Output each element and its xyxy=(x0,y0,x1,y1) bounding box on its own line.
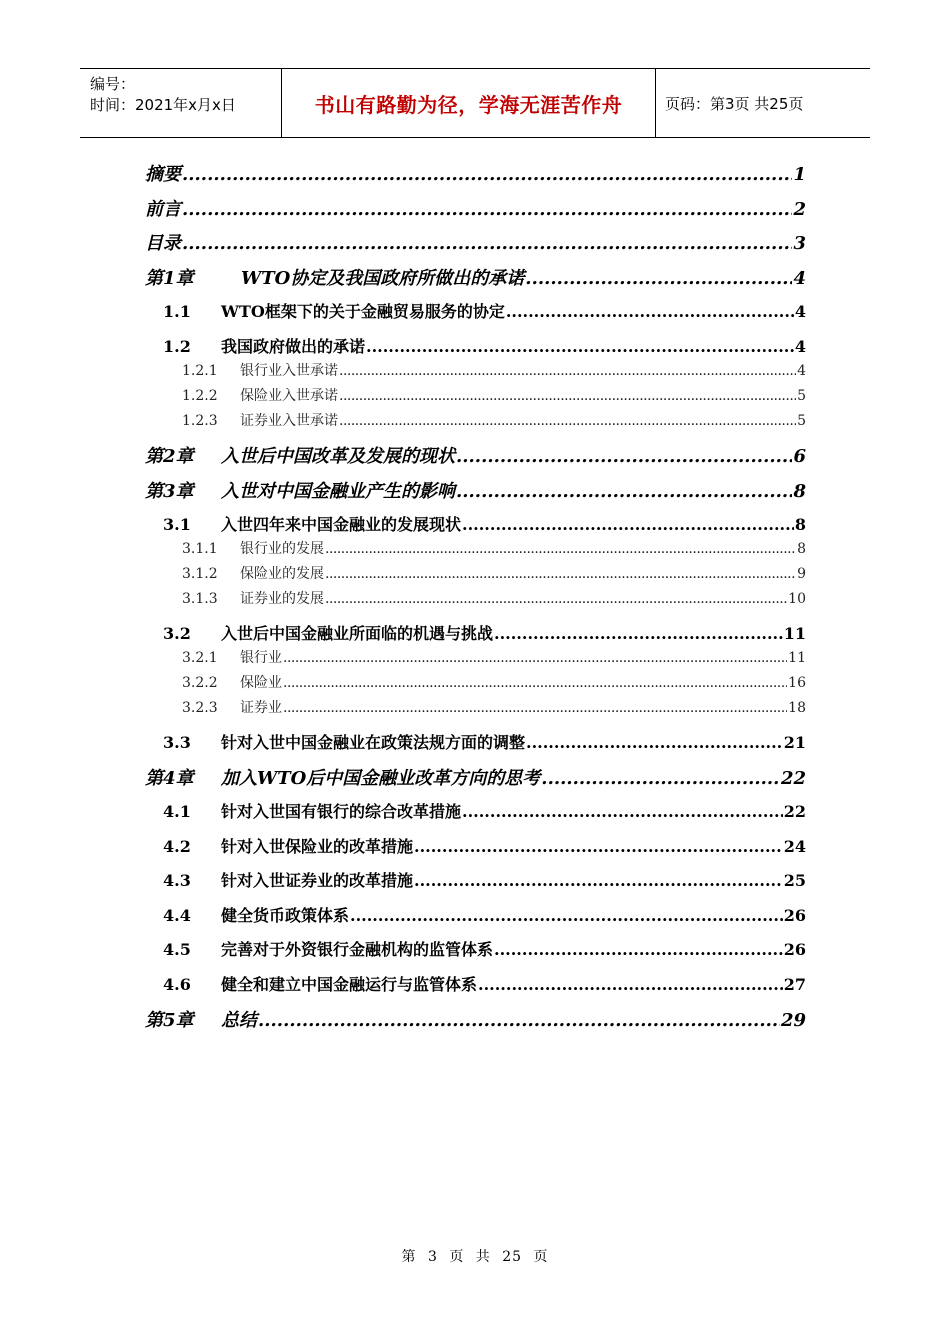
toc-entry[interactable] xyxy=(182,647,806,667)
toc-leader xyxy=(494,624,783,643)
toc-leader xyxy=(258,1010,780,1031)
toc-leader xyxy=(325,591,787,607)
toc-entry-page: 5 xyxy=(797,413,806,429)
toc-entry[interactable] xyxy=(182,360,806,380)
toc-entry-title: 前言 xyxy=(145,199,181,220)
toc-leader xyxy=(366,337,794,356)
toc-leader xyxy=(494,940,783,959)
toc-entry-title: WTO框架下的关于金融贸易服务的协定 xyxy=(221,302,505,321)
toc-entry-title: 保险业入世承诺 xyxy=(240,388,338,404)
toc-leader xyxy=(283,650,787,666)
toc-entry-number: 第3章 xyxy=(145,481,194,502)
toc-entry-number: 第2章 xyxy=(145,446,194,467)
toc-entry-number: 3.3 xyxy=(163,733,191,752)
toc-entry-number: 3.2 xyxy=(163,624,191,643)
page-label: 页码：第3页 共25页 xyxy=(665,94,804,113)
toc-entry-title: 摘要 xyxy=(145,164,181,185)
toc-leader xyxy=(182,199,792,220)
toc-entry[interactable] xyxy=(182,697,806,717)
toc-entry-page: 27 xyxy=(783,975,806,994)
header-page-cell xyxy=(655,69,870,137)
toc-entry-number: 4.5 xyxy=(163,940,191,959)
toc-entry-title: 入世对中国金融业产生的影响 xyxy=(221,481,455,502)
toc-leader xyxy=(283,700,787,716)
toc-entry-page: 8 xyxy=(797,541,806,557)
toc-entry-page: 24 xyxy=(783,837,806,856)
toc-entry-title: 针对入世中国金融业在政策法规方面的调整 xyxy=(221,733,526,752)
toc-leader xyxy=(506,302,794,321)
toc-entry[interactable] xyxy=(163,972,806,995)
toc-entry-number: 4.3 xyxy=(163,871,191,890)
toc-entry[interactable] xyxy=(163,868,806,891)
toc-entry-title: 我国政府做出的承诺 xyxy=(221,337,366,356)
toc-entry-title: 证券业入世承诺 xyxy=(240,413,338,429)
toc-entry[interactable] xyxy=(182,410,806,430)
toc-leader xyxy=(182,164,792,185)
toc-entry[interactable] xyxy=(182,385,806,405)
toc-entry[interactable] xyxy=(145,442,806,468)
toc-entry-number: 4.4 xyxy=(163,906,191,925)
number-label: 编号： xyxy=(90,75,136,93)
toc-entry[interactable] xyxy=(182,672,806,692)
footer-ye-end: 页 xyxy=(533,1249,549,1265)
toc-leader xyxy=(339,363,796,379)
toc-entry[interactable] xyxy=(163,799,806,822)
toc-entry-page: 9 xyxy=(797,566,806,582)
toc-entry-number: 3.1 xyxy=(163,515,191,534)
toc-entry-page: 8 xyxy=(793,481,806,502)
toc-leader xyxy=(456,446,792,467)
toc-entry-number: 4.1 xyxy=(163,802,191,821)
toc-entry-page: 21 xyxy=(783,733,806,752)
footer-total-pages: 25 xyxy=(502,1249,523,1265)
toc-entry-title: 目录 xyxy=(145,233,181,254)
toc-entry-title: 总结 xyxy=(221,1010,257,1031)
toc-entry-number: 1.1 xyxy=(163,302,191,321)
toc-entry[interactable] xyxy=(163,903,806,926)
toc-leader xyxy=(462,802,783,821)
toc-leader xyxy=(541,768,780,789)
toc-entry-page: 10 xyxy=(788,591,806,607)
toc-leader xyxy=(283,675,787,691)
toc-entry-page: 5 xyxy=(797,388,806,404)
toc-leader xyxy=(414,837,783,856)
toc-leader xyxy=(478,975,783,994)
footer-di: 第 xyxy=(401,1249,417,1265)
time-label: 时间：2021年x月x日 xyxy=(90,96,236,114)
toc-entry-number: 4.2 xyxy=(163,837,191,856)
toc-leader xyxy=(456,481,792,502)
toc-entry-page: 6 xyxy=(793,446,806,467)
toc-entry[interactable] xyxy=(145,477,806,503)
toc-entry-title: 健全货币政策体系 xyxy=(221,906,350,925)
toc-entry[interactable] xyxy=(182,563,806,583)
toc-leader xyxy=(525,268,792,289)
toc-entry-page: 25 xyxy=(783,871,806,890)
toc-entry-number: 3.2.2 xyxy=(182,675,218,691)
toc-entry-title: 证券业的发展 xyxy=(240,591,324,607)
toc-leader xyxy=(339,388,796,404)
footer-page-number: 3 xyxy=(427,1249,438,1265)
toc-entry-title: 入世四年来中国金融业的发展现状 xyxy=(221,515,462,534)
toc-entry-number: 第1章 xyxy=(145,268,194,289)
toc-entry-title: 保险业的发展 xyxy=(240,566,324,582)
toc-entry-number: 1.2 xyxy=(163,337,191,356)
toc-entry-title: WTO协定及我国政府所做出的承诺 xyxy=(241,268,525,289)
toc-entry-number: 3.1.3 xyxy=(182,591,218,607)
toc-entry[interactable] xyxy=(145,764,806,790)
toc-entry-title: 针对入世国有银行的综合改革措施 xyxy=(221,802,462,821)
toc-entry-page: 2 xyxy=(793,199,806,220)
toc-entry[interactable] xyxy=(182,538,806,558)
toc-leader xyxy=(414,871,783,890)
footer-ye: 页 xyxy=(449,1249,465,1265)
toc-entry-title: 证券业 xyxy=(240,700,282,716)
toc-entry[interactable] xyxy=(163,512,806,535)
toc-entry[interactable] xyxy=(163,834,806,857)
toc-leader xyxy=(462,515,794,534)
toc-entry[interactable] xyxy=(182,588,806,608)
toc-entry-page: 4 xyxy=(797,363,806,379)
page-footer xyxy=(0,1246,950,1266)
toc-entry-title: 银行业的发展 xyxy=(240,541,324,557)
toc-entry-title: 针对入世保险业的改革措施 xyxy=(221,837,414,856)
toc-entry-title: 针对入世证券业的改革措施 xyxy=(221,871,414,890)
toc-entry-number: 第4章 xyxy=(145,768,194,789)
toc-leader xyxy=(350,906,783,925)
toc-entry-page: 22 xyxy=(783,802,806,821)
toc-entry[interactable] xyxy=(145,229,806,255)
toc-entry-number: 第5章 xyxy=(145,1010,194,1031)
document-header xyxy=(80,68,870,138)
toc-entry-page: 4 xyxy=(794,337,806,356)
toc-entry-page: 8 xyxy=(794,515,806,534)
toc-entry[interactable] xyxy=(163,730,806,753)
header-info-cell xyxy=(80,69,281,137)
toc-entry[interactable] xyxy=(163,334,806,357)
toc-entry-page: 11 xyxy=(783,624,806,643)
toc-leader xyxy=(182,233,792,254)
toc-entry-number: 3.1.2 xyxy=(182,566,218,582)
toc-entry-title: 入世后中国金融业所面临的机遇与挑战 xyxy=(221,624,494,643)
toc-entry-page: 26 xyxy=(783,940,806,959)
toc-entry-page: 1 xyxy=(793,164,806,185)
toc-leader xyxy=(325,541,796,557)
toc-entry[interactable] xyxy=(145,160,806,186)
toc-entry[interactable] xyxy=(145,264,806,290)
toc-entry-page: 29 xyxy=(780,1010,806,1031)
toc-leader xyxy=(325,566,796,582)
toc-entry-page: 18 xyxy=(788,700,806,716)
toc-entry-number: 1.2.2 xyxy=(182,388,218,404)
toc-entry-number: 3.1.1 xyxy=(182,541,218,557)
toc-entry-page: 11 xyxy=(788,650,806,666)
toc-entry-number: 3.2.3 xyxy=(182,700,218,716)
toc-entry[interactable] xyxy=(145,195,806,221)
toc-entry[interactable] xyxy=(145,1006,806,1032)
toc-entry-title: 健全和建立中国金融运行与监管体系 xyxy=(221,975,478,994)
toc-entry-number: 1.2.1 xyxy=(182,363,218,379)
motto-text: 书山有路勤为径，学海无涯苦作舟 xyxy=(314,92,623,117)
toc-entry-number: 1.2.3 xyxy=(182,413,218,429)
toc-entry[interactable] xyxy=(163,937,806,960)
toc-entry-title: 加入WTO后中国金融业改革方向的思考 xyxy=(221,768,541,789)
toc-entry[interactable] xyxy=(163,299,806,322)
toc-leader xyxy=(526,733,783,752)
toc-entry-page: 4 xyxy=(794,302,806,321)
toc-entry-number: 3.2.1 xyxy=(182,650,218,666)
toc-entry-page: 16 xyxy=(788,675,806,691)
toc-entry-page: 3 xyxy=(793,233,806,254)
toc-entry-title: 完善对于外资银行金融机构的监管体系 xyxy=(221,940,494,959)
toc-entry-page: 26 xyxy=(783,906,806,925)
toc-leader xyxy=(339,413,796,429)
toc-entry-page: 4 xyxy=(793,268,806,289)
toc-entry-page: 22 xyxy=(780,768,806,789)
toc-entry-title: 入世后中国改革及发展的现状 xyxy=(221,446,455,467)
toc-entry-title: 银行业 xyxy=(240,650,282,666)
toc-entry-title: 银行业入世承诺 xyxy=(240,363,338,379)
header-motto-cell xyxy=(281,69,656,137)
toc-entry-number: 4.6 xyxy=(163,975,191,994)
footer-gong: 共 xyxy=(475,1249,491,1265)
toc-entry-title: 保险业 xyxy=(240,675,282,691)
toc-entry[interactable] xyxy=(163,621,806,644)
